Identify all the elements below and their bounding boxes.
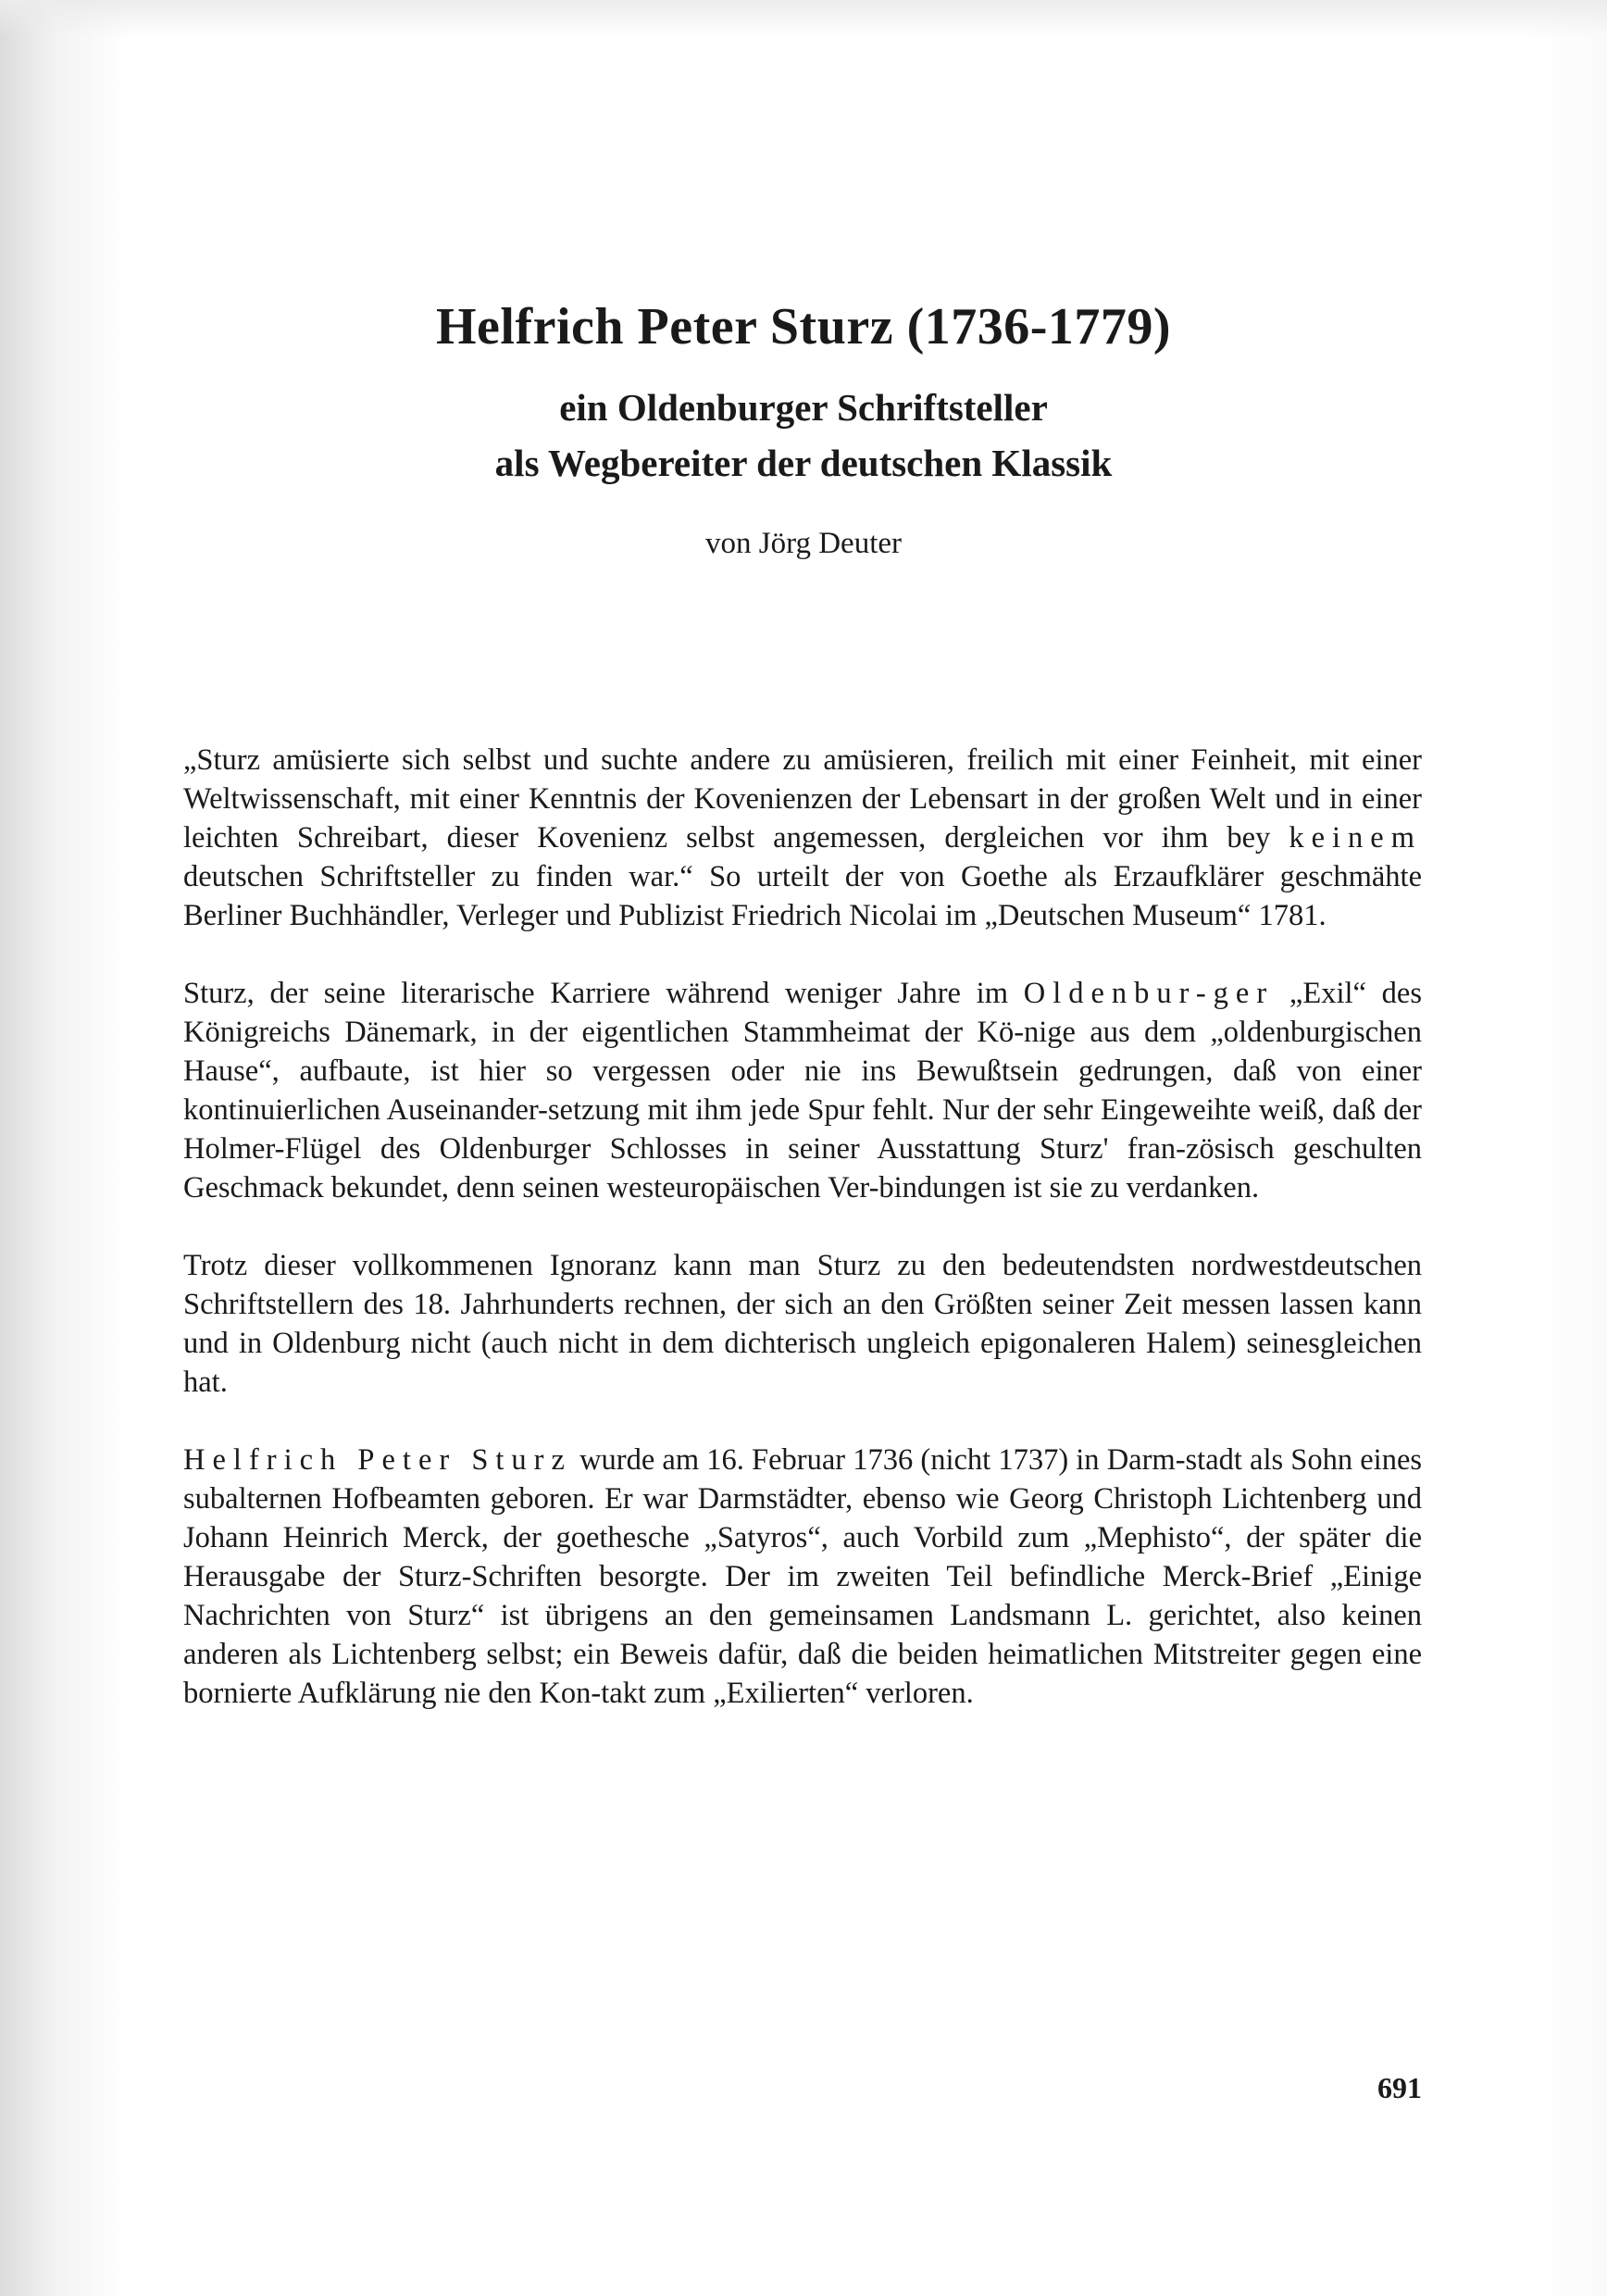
paragraph-1-text: „Sturz amüsierte sich selbst und suchte andere zu amüsieren, freilich mit einer Feinheit, mit einer Weltwissenschaft, mit einer Kenntnis der Kovenienzen der Lebensart in der großen Welt und in einer leichten Schreibart, dieser Kovenienz selbst angemessen, dergleichen vor ihm bey [183,743,1422,855]
paragraph-2-start: Sturz, der seine literarische Karriere während weniger Jahre im [183,977,1008,1010]
paragraph-1-end: deutschen Schriftsteller zu finden war.“ So urteilt der von Goethe als Erzaufklärer geschmähte Berliner Buchhändler, Verleger und Publizist Friedrich Nicolai im „Deutschen Museum“ 1781. [183,860,1422,932]
scan-shadow [0,0,1607,37]
paragraph-4-end: wurde am 16. Februar 1736 (nicht 1737) in Darm-stadt als Sohn eines subalternen Hofbeamten geboren. Er war Darmstädter, ebenso wie Georg Christoph Lichtenberg und Johann Heinrich Merck, der goethesche „Satyros“, auch Vorbild zum „Mephisto“, der später die Herausgabe der Sturz-Schriften besorgte. Der im zweiten Teil befindliche Merck-Brief „Einige Nachrichten von Sturz“ ist übrigens an den gemeinsamen Landsmann L. gerichtet, also keinen anderen als Lichtenberg selbst; ein Beweis dafür, daß die beiden heimatlichen Mitstreiter gegen eine bornierte Aufklärung nie den Kon-takt zum „Exilierten“ verloren. [183,1443,1423,1710]
article-title: Helfrich Peter Sturz (1736-1779) [435,298,1172,356]
subtitle-line-2: als Wegbereiter der deutschen Klassik [494,442,1113,484]
page-number: 691 [1377,2071,1422,2104]
paragraph-2 [183,974,1422,1207]
author-byline: von Jörg Deuter [704,527,903,560]
subtitle-line-1: ein Oldenburger Schriftsteller [559,386,1048,429]
paragraph-4-spaced-name: Helfrich Peter Sturz [183,1443,572,1477]
paragraph-4 [183,1441,1422,1713]
paragraph-2-end: „Exil“ des Königreichs Dänemark, in der eigentlichen Stammheimat der Kö-nige aus dem „oldenburgischen Hause“, aufbaute, ist hier so vergessen oder nie ins Bewußtsein gedrungen, daß von einer kontinuierlichen Auseinander-setzung mit ihm jede Spur fehlt. Nur der sehr Eingeweihte weiß, daß der Holmer-Flügel des Oldenburger Schlosses in seiner Ausstattung Sturz' fran-zösisch geschulten Geschmack bekundet, denn seinen westeuropäischen Ver-bindungen ist sie zu verdanken. [183,977,1422,1204]
paragraph-1-spaced-word: keinem [1289,821,1422,855]
paragraph-3: Trotz dieser vollkommenen Ignoranz kann man Sturz zu den bedeutendsten nordwestdeutschen Schriftstellern des 18. Jahrhunderts rechnen, der sich an den Größten seiner Zeit messen lassen kann und in Oldenburg nicht (auch nicht in dem dichterisch ungleich epigonaleren Halem) seinesgleichen hat. [183,1249,1422,1399]
paragraph-2-spaced-word: Oldenbur-ger [1023,977,1275,1010]
paragraph-1 [183,741,1422,935]
article-body [183,741,1422,1752]
article-subtitle [0,380,1607,491]
